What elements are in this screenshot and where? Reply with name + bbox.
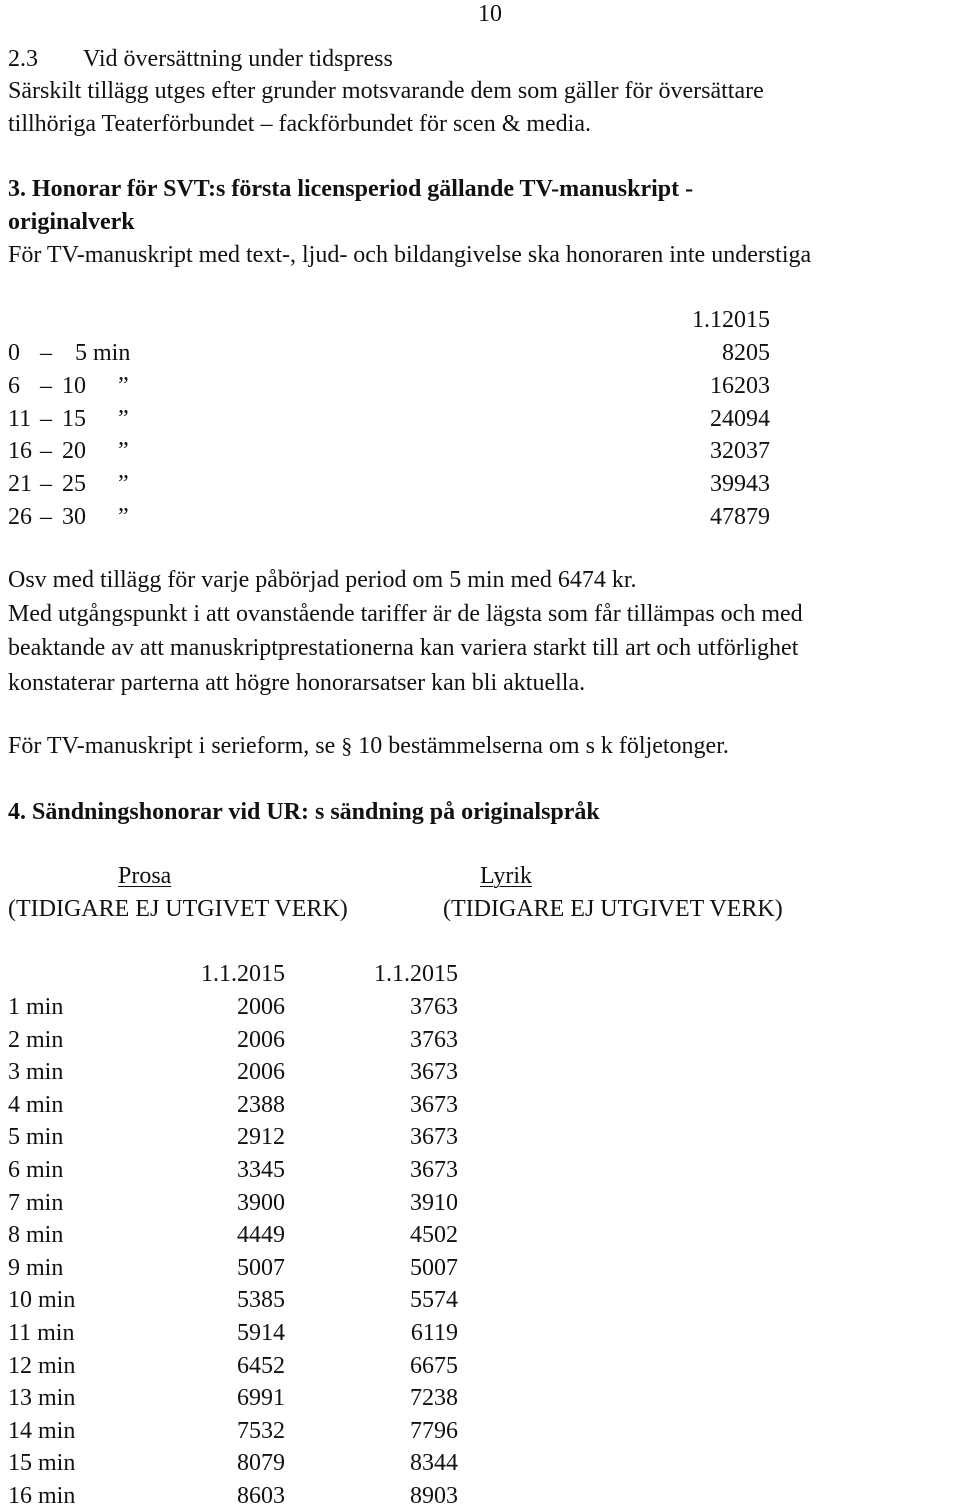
prosa-value: 5914 bbox=[237, 1320, 285, 1346]
fee-value: 47879 bbox=[710, 504, 770, 530]
prosa-value: 2912 bbox=[237, 1124, 285, 1151]
lyrik-value: 3763 bbox=[410, 994, 458, 1020]
fee-value: 8205 bbox=[722, 340, 770, 366]
section-3-paragraph-line: beaktande av att manuskriptprestationerna kan variera starkt till art och utförlighet bbox=[8, 635, 799, 661]
lyrik-value: 3673 bbox=[410, 1157, 458, 1183]
section-3-paragraph-line: Med utgångspunkt i att ovanstående tariffer är de lägsta som får tillämpas och med bbox=[8, 601, 803, 627]
section-4-heading: 4. Sändningshonorar vid UR: s sändning på originalspråk bbox=[8, 799, 600, 825]
ditto-mark: ” bbox=[118, 438, 129, 465]
range-from: 11 bbox=[8, 405, 32, 432]
lyrik-value: 5007 bbox=[410, 1254, 458, 1281]
lyrik-value: 5574 bbox=[410, 1287, 458, 1314]
duration-label: 1 min bbox=[8, 994, 64, 1020]
duration-label: 12 min bbox=[8, 1352, 76, 1379]
serie-note-before: För TV-manuskript i serieform, se bbox=[8, 733, 336, 759]
prosa-date-header: 1.1.2015 bbox=[201, 961, 285, 987]
prosa-value: 2006 bbox=[237, 1026, 285, 1053]
lyrik-value: 6119 bbox=[410, 1320, 458, 1346]
lyrik-subheading: (TIDIGARE EJ UTGIVET VERK) bbox=[443, 896, 783, 922]
lyrik-value: 4502 bbox=[410, 1222, 458, 1249]
prosa-subheading: (TIDIGARE EJ UTGIVET VERK) bbox=[8, 896, 348, 922]
duration-label: 6 min bbox=[8, 1157, 64, 1183]
ditto-mark: ” bbox=[118, 405, 129, 432]
prosa-value: 2388 bbox=[237, 1091, 285, 1118]
prosa-value: 4449 bbox=[237, 1222, 285, 1249]
prosa-value: 7532 bbox=[237, 1417, 285, 1444]
duration-label: 11 min bbox=[8, 1320, 75, 1346]
duration-label: 2 min bbox=[8, 1026, 64, 1053]
lyrik-value: 3673 bbox=[410, 1059, 458, 1086]
prosa-value: 6452 bbox=[237, 1352, 285, 1379]
range-to: 10 bbox=[62, 372, 86, 399]
duration-label: 3 min bbox=[8, 1059, 64, 1086]
ditto-mark: ” bbox=[118, 504, 129, 530]
range-to: 25 bbox=[62, 471, 86, 498]
duration-label: 9 min bbox=[8, 1254, 64, 1281]
prosa-value: 8079 bbox=[237, 1450, 285, 1477]
range-dash: – bbox=[40, 372, 52, 399]
range-to: 5 min bbox=[75, 340, 131, 366]
serie-note bbox=[8, 734, 729, 758]
range-dash: – bbox=[40, 471, 52, 498]
lyrik-value: 7796 bbox=[410, 1417, 458, 1444]
section-3-heading: 3. Honorar för SVT:s första licensperiod gällande TV-manuskript - bbox=[8, 176, 694, 202]
lyrik-value: 3910 bbox=[410, 1189, 458, 1216]
ditto-mark: ” bbox=[118, 372, 129, 399]
range-from: 26 bbox=[8, 504, 32, 530]
fee-value: 16203 bbox=[710, 372, 770, 399]
section-3-column-header: 1.12015 bbox=[692, 307, 770, 333]
serie-note-after: 10 bestämmelserna om s k följetonger. bbox=[358, 733, 729, 759]
lyrik-value: 3763 bbox=[410, 1026, 458, 1053]
duration-label: 5 min bbox=[8, 1124, 64, 1151]
lyrik-value: 8344 bbox=[410, 1450, 458, 1477]
section-3-paragraph-line: konstaterar parterna att högre honorarsatser kan bli aktuella. bbox=[8, 670, 586, 696]
prosa-value: 3345 bbox=[237, 1157, 285, 1183]
prosa-value: 2006 bbox=[237, 994, 285, 1020]
range-dash: – bbox=[40, 405, 52, 432]
section-2-3-line: Särskilt tillägg utges efter grunder motsvarande dem som gäller för översättare bbox=[8, 78, 764, 104]
range-from: 6 bbox=[8, 372, 20, 399]
range-from: 16 bbox=[8, 438, 32, 465]
prosa-value: 5385 bbox=[237, 1287, 285, 1314]
section-3-intro: För TV-manuskript med text-, ljud- och bildangivelse ska honoraren inte understiga bbox=[8, 242, 812, 268]
duration-label: 16 min bbox=[8, 1483, 76, 1509]
prosa-value: 5007 bbox=[237, 1254, 285, 1281]
range-to: 30 bbox=[62, 504, 86, 530]
prosa-value: 2006 bbox=[237, 1059, 285, 1086]
duration-label: 10 min bbox=[8, 1287, 76, 1314]
section-3-heading-cont: originalverk bbox=[8, 209, 135, 235]
fee-value: 39943 bbox=[710, 471, 770, 498]
page-number: 10 bbox=[478, 1, 502, 27]
prosa-heading: Prosa bbox=[118, 863, 172, 889]
duration-label: 7 min bbox=[8, 1189, 64, 1216]
lyrik-value: 8903 bbox=[410, 1483, 458, 1509]
lyrik-date-header: 1.1.2015 bbox=[374, 961, 458, 987]
range-from: 21 bbox=[8, 471, 32, 498]
duration-label: 14 min bbox=[8, 1417, 76, 1444]
lyrik-value: 3673 bbox=[410, 1091, 458, 1118]
range-dash: – bbox=[40, 340, 52, 366]
range-from: 0 bbox=[8, 340, 20, 366]
duration-label: 8 min bbox=[8, 1222, 64, 1249]
prosa-value: 8603 bbox=[237, 1483, 285, 1509]
lyrik-value: 3673 bbox=[410, 1124, 458, 1151]
lyrik-value: 6675 bbox=[410, 1352, 458, 1379]
range-dash: – bbox=[40, 438, 52, 465]
section-3-paragraph-line: Osv med tillägg för varje påbörjad period om 5 min med 6474 kr. bbox=[8, 567, 637, 593]
duration-label: 15 min bbox=[8, 1450, 76, 1477]
paragraph-sign: § bbox=[341, 733, 353, 758]
section-2-3-title: Vid översättning under tidspress bbox=[83, 46, 393, 72]
range-to: 15 bbox=[62, 405, 86, 432]
section-2-3-number: 2.3 bbox=[8, 46, 38, 72]
range-to: 20 bbox=[62, 438, 86, 465]
fee-value: 32037 bbox=[710, 438, 770, 465]
duration-label: 4 min bbox=[8, 1091, 64, 1118]
fee-value: 24094 bbox=[710, 405, 770, 432]
lyrik-value: 7238 bbox=[410, 1385, 458, 1412]
section-2-3-line: tillhöriga Teaterförbundet – fackförbundet för scen & media. bbox=[8, 111, 591, 137]
prosa-value: 3900 bbox=[237, 1189, 285, 1216]
range-dash: – bbox=[40, 504, 52, 530]
prosa-value: 6991 bbox=[237, 1385, 285, 1412]
ditto-mark: ” bbox=[118, 471, 129, 498]
duration-label: 13 min bbox=[8, 1385, 76, 1412]
lyrik-heading: Lyrik bbox=[480, 863, 532, 889]
